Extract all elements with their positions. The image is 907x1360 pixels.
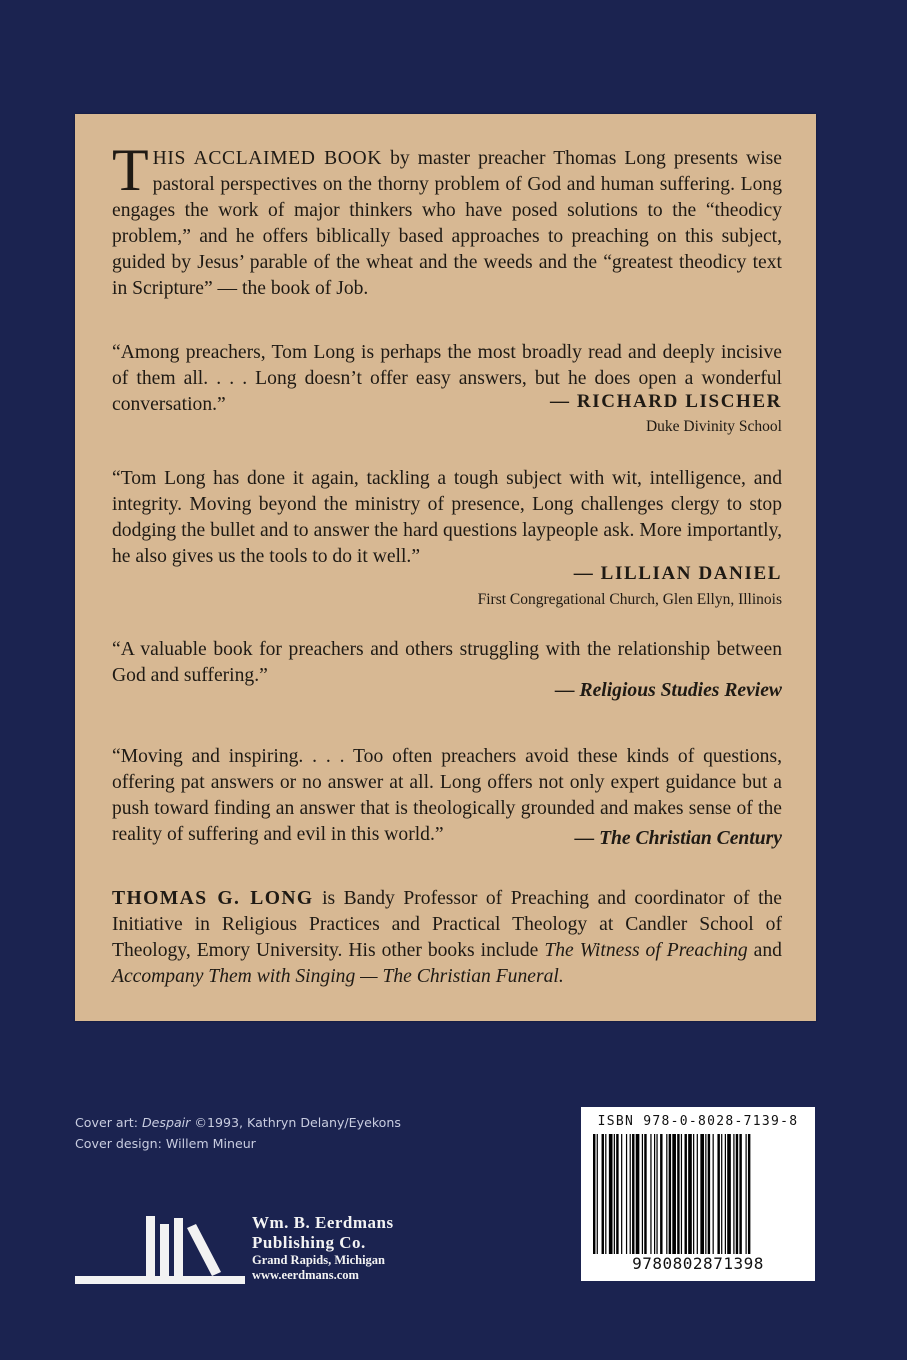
barcode-bar (697, 1134, 698, 1254)
barcode-bar (717, 1134, 719, 1254)
barcode-bar (746, 1134, 747, 1254)
barcode-bar (602, 1134, 604, 1254)
author-bio-text-2: and (747, 940, 782, 961)
endorsement-name-2: — LILLIAN DANIEL (573, 563, 782, 584)
publisher-name-line1: Wm. B. Eerdmans (252, 1213, 394, 1232)
author-bio (112, 886, 782, 990)
barcode-bar (688, 1134, 692, 1254)
barcode-bar (616, 1134, 618, 1254)
barcode-bar (748, 1134, 750, 1254)
book-title-1: The Witness of Preaching (544, 940, 748, 961)
author-name: THOMAS G. LONG (112, 888, 314, 909)
endorsement-name-1: — RICHARD LISCHER (549, 391, 782, 412)
barcode-bar (626, 1134, 627, 1254)
barcode-number: 9780802871398 (632, 1254, 764, 1273)
barcode-bar (700, 1134, 704, 1254)
isbn-label: ISBN 978-0-8028-7139-8 (597, 1114, 799, 1129)
barcode-bar (660, 1134, 662, 1254)
author-bio-text: is Bandy Professor of Preaching and coordinator of the Initiative in Religious Practices and Practical Theology at Candler School of Theology, Emory University. His other books include (112, 888, 783, 961)
barcode-bar (642, 1134, 643, 1254)
publisher-city: Grand Rapids, Michigan (252, 1253, 386, 1267)
blurb-paragraph (112, 137, 782, 302)
book-title-2: Accompany Them with Singing — The Christian Funeral. (112, 966, 564, 987)
barcode-bar (733, 1134, 734, 1254)
endorsement-affiliation-2: First Congregational Church, Glen Ellyn, Illinois (477, 591, 782, 608)
barcode-bar (621, 1134, 622, 1254)
back-cover-panel (75, 114, 816, 1021)
barcode-icon (593, 1134, 803, 1254)
barcode-bar (654, 1134, 655, 1254)
cover-art-credit (75, 1112, 401, 1133)
barcode-box (581, 1107, 815, 1281)
barcode-bar (708, 1134, 710, 1254)
barcode-bar (593, 1134, 595, 1254)
endorsement-quote-4: “Moving and inspiring. . . . Too often preachers avoid these kinds of questions, offering pat answers or no answer at all. Long offers not only expert guidance but a push toward finding an answer that is theologically grounded and makes sense of the reality of suffering and evil in this world.” (112, 746, 782, 845)
barcode-bar (605, 1134, 606, 1254)
barcode-bar (609, 1134, 613, 1254)
barcode-bar (672, 1134, 676, 1254)
cover-design-credit (75, 1133, 401, 1154)
blurb-lead-caps: HIS ACCLAIMED BOOK (152, 148, 383, 169)
endorsement-quote-1: “Among preachers, Tom Long is perhaps the most broadly read and deeply incisive of them all. . . . Long doesn’t offer easy answers, but he does open a wonderful conversation.” (112, 342, 782, 415)
barcode-bar (736, 1134, 738, 1254)
cover-credits (75, 1112, 401, 1154)
barcode-bar (630, 1134, 631, 1254)
barcode-bar (644, 1134, 646, 1254)
blurb-text: by master preacher Thomas Long presents wise pastoral perspectives on the thorny problem of God and human suffering. Long engages the work of major thinkers who have posed solutions to the “theodicy problem,” and he offers biblically based approaches to preaching on this subject, guided by Jesus’ parable of the wheat and the weeds and the “greatest theodicy text in Scripture” — the book of Job. (112, 148, 782, 299)
barcode-bar (632, 1134, 634, 1254)
barcode-bar (666, 1134, 667, 1254)
barcode-bar (614, 1134, 615, 1254)
barcode-bar (685, 1134, 687, 1254)
barcode-bar (656, 1134, 657, 1254)
barcode-bar (677, 1134, 679, 1254)
cover-art-title: Despair (141, 1115, 191, 1130)
publisher-name-line2: Publishing Co. (252, 1233, 366, 1252)
cover-art-rest: ©1993, Kathryn Delany/Eyekons (190, 1115, 401, 1130)
endorsement-quote-2: “Tom Long has done it again, tackling a tough subject with wit, intelligence, and integrity. Moving beyond the ministry of presence, Long challenges clergy to stop dodging the bullet and to answer the hard questions laypeople ask. More importantly, he also gives us the tools to do it well.” (112, 468, 782, 567)
endorsement-quote-3: “A valuable book for preachers and others struggling with the relationship between God and suffering.” (112, 639, 782, 686)
barcode-bar (725, 1134, 726, 1254)
publisher-url: www.eerdmans.com (252, 1268, 359, 1282)
barcode-bar (636, 1134, 640, 1254)
drop-cap: T (112, 137, 149, 203)
cover-design-name: Willem Mineur (165, 1136, 256, 1151)
barcode-bar (681, 1134, 682, 1254)
barcode-bar (739, 1134, 741, 1254)
barcode-bar (669, 1134, 671, 1254)
endorsement-affiliation-1: Duke Divinity School (645, 418, 782, 435)
eerdmans-logo-icon (75, 1190, 245, 1286)
endorsement-source-4: — The Christian Century (574, 828, 782, 849)
barcode-bar (705, 1134, 706, 1254)
cover-art-label: Cover art: (75, 1115, 142, 1130)
cover-design-label: Cover design: (75, 1136, 166, 1151)
barcode-bar (650, 1134, 651, 1254)
barcode-bar (721, 1134, 722, 1254)
barcode-bar (693, 1134, 694, 1254)
endorsement-source-3: — Religious Studies Review (555, 680, 782, 701)
barcode-bar (713, 1134, 714, 1254)
publisher-block (252, 1213, 394, 1283)
barcode-bar (597, 1134, 598, 1254)
barcode-bar (727, 1134, 731, 1254)
